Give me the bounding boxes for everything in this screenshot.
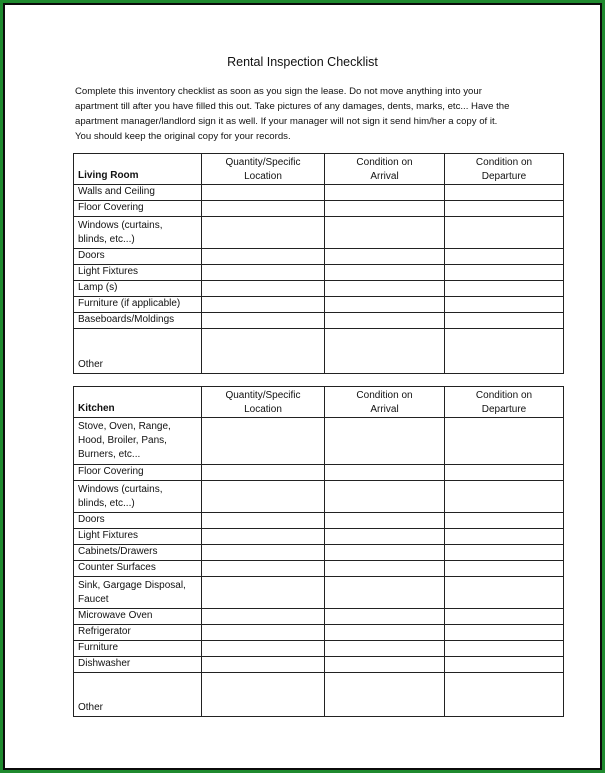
item-label: Floor Covering [74, 465, 202, 481]
arrival-cell[interactable] [325, 657, 445, 673]
arrival-cell[interactable] [325, 609, 445, 625]
item-label: Windows (curtains, blinds, etc...) [74, 217, 202, 249]
departure-cell[interactable] [445, 201, 564, 217]
item-label: Refrigerator [74, 625, 202, 641]
table-header-row [74, 154, 564, 185]
item-label: Baseboards/Moldings [74, 313, 202, 329]
quantity-cell[interactable] [202, 577, 325, 609]
column-header-departure: Condition on Departure [445, 387, 564, 418]
departure-cell[interactable] [445, 265, 564, 281]
quantity-cell[interactable] [202, 641, 325, 657]
item-label: Walls and Ceiling [74, 185, 202, 201]
table-row [74, 641, 564, 657]
table-header-row [74, 387, 564, 418]
arrival-cell[interactable] [325, 297, 445, 313]
table-row [74, 529, 564, 545]
item-label: Doors [74, 513, 202, 529]
table-row [74, 217, 564, 249]
table-row [74, 673, 564, 717]
table-row [74, 281, 564, 297]
quantity-cell[interactable] [202, 465, 325, 481]
item-label: Light Fixtures [74, 265, 202, 281]
column-header-quantity: Quantity/Specific Location [202, 387, 325, 418]
item-label: Light Fixtures [74, 529, 202, 545]
item-label: Furniture (if applicable) [74, 297, 202, 313]
quantity-cell[interactable] [202, 265, 325, 281]
intro-line: You should keep the original copy for your records. [75, 131, 291, 142]
quantity-cell[interactable] [202, 217, 325, 249]
departure-cell[interactable] [445, 529, 564, 545]
item-label: Lamp (s) [74, 281, 202, 297]
item-label: Stove, Oven, Range, Hood, Broiler, Pans, Burners, etc... [74, 418, 202, 465]
departure-cell[interactable] [445, 657, 564, 673]
table-row [74, 297, 564, 313]
departure-cell[interactable] [445, 465, 564, 481]
table-row [74, 249, 564, 265]
departure-cell[interactable] [445, 673, 564, 717]
arrival-cell[interactable] [325, 465, 445, 481]
item-label: Doors [74, 249, 202, 265]
intro-line: Complete this inventory checklist as soon as you sign the lease. Do not move anything into your [75, 86, 482, 97]
arrival-cell[interactable] [325, 577, 445, 609]
table-row [74, 609, 564, 625]
arrival-cell[interactable] [325, 481, 445, 513]
arrival-cell[interactable] [325, 513, 445, 529]
arrival-cell[interactable] [325, 185, 445, 201]
page-title: Rental Inspection Checklist [227, 55, 378, 69]
item-label: Sink, Gargage Disposal, Faucet [74, 577, 202, 609]
quantity-cell[interactable] [202, 545, 325, 561]
arrival-cell[interactable] [325, 625, 445, 641]
quantity-cell[interactable] [202, 249, 325, 265]
item-label: Cabinets/Drawers [74, 545, 202, 561]
quantity-cell[interactable] [202, 281, 325, 297]
item-label: Furniture [74, 641, 202, 657]
departure-cell[interactable] [445, 281, 564, 297]
column-header-arrival: Condition on Arrival [325, 154, 445, 185]
column-header-arrival: Condition on Arrival [325, 387, 445, 418]
table-row [74, 185, 564, 201]
quantity-cell[interactable] [202, 625, 325, 641]
room-heading: Living Room [74, 154, 202, 185]
quantity-cell[interactable] [202, 297, 325, 313]
arrival-cell[interactable] [325, 545, 445, 561]
departure-cell[interactable] [445, 329, 564, 374]
quantity-cell[interactable] [202, 185, 325, 201]
arrival-cell[interactable] [325, 217, 445, 249]
table-row [74, 481, 564, 513]
arrival-cell[interactable] [325, 329, 445, 374]
arrival-cell[interactable] [325, 313, 445, 329]
departure-cell[interactable] [445, 545, 564, 561]
intro-paragraph [75, 84, 545, 144]
quantity-cell[interactable] [202, 609, 325, 625]
column-header-quantity: Quantity/Specific Location [202, 154, 325, 185]
departure-cell[interactable] [445, 217, 564, 249]
intro-line: apartment till after you have filled this out. Take pictures of any damages, dents, marks, etc... Have the [75, 101, 510, 112]
item-label: Microwave Oven [74, 609, 202, 625]
departure-cell[interactable] [445, 185, 564, 201]
departure-cell[interactable] [445, 641, 564, 657]
table-row [74, 465, 564, 481]
departure-cell[interactable] [445, 625, 564, 641]
departure-cell[interactable] [445, 313, 564, 329]
table-row [74, 418, 564, 465]
departure-cell[interactable] [445, 609, 564, 625]
kitchen-table [73, 386, 564, 717]
table-row [74, 561, 564, 577]
item-label: Windows (curtains, blinds, etc...) [74, 481, 202, 513]
arrival-cell[interactable] [325, 673, 445, 717]
quantity-cell[interactable] [202, 657, 325, 673]
quantity-cell[interactable] [202, 673, 325, 717]
table-row [74, 545, 564, 561]
intro-line: apartment manager/landlord sign it as well. If your manager will not sign it send him/her a copy of it. [75, 116, 498, 127]
departure-cell[interactable] [445, 481, 564, 513]
item-label: Other [74, 673, 202, 717]
table-row [74, 657, 564, 673]
quantity-cell[interactable] [202, 561, 325, 577]
item-label: Floor Covering [74, 201, 202, 217]
arrival-cell[interactable] [325, 641, 445, 657]
arrival-cell[interactable] [325, 201, 445, 217]
table-row [74, 577, 564, 609]
quantity-cell[interactable] [202, 201, 325, 217]
arrival-cell[interactable] [325, 418, 445, 465]
room-heading: Kitchen [74, 387, 202, 418]
table-row [74, 313, 564, 329]
arrival-cell[interactable] [325, 281, 445, 297]
quantity-cell[interactable] [202, 418, 325, 465]
quantity-cell[interactable] [202, 313, 325, 329]
quantity-cell[interactable] [202, 513, 325, 529]
document-page [3, 3, 602, 770]
quantity-cell[interactable] [202, 329, 325, 374]
item-label: Other [74, 329, 202, 374]
quantity-cell[interactable] [202, 481, 325, 513]
table-row [74, 513, 564, 529]
arrival-cell[interactable] [325, 561, 445, 577]
table-row [74, 265, 564, 281]
departure-cell[interactable] [445, 561, 564, 577]
departure-cell[interactable] [445, 297, 564, 313]
table-row [74, 625, 564, 641]
item-label: Dishwasher [74, 657, 202, 673]
living-room-table [73, 153, 564, 374]
departure-cell[interactable] [445, 418, 564, 465]
item-label: Counter Surfaces [74, 561, 202, 577]
table-row [74, 201, 564, 217]
quantity-cell[interactable] [202, 529, 325, 545]
arrival-cell[interactable] [325, 529, 445, 545]
table-row [74, 329, 564, 374]
arrival-cell[interactable] [325, 249, 445, 265]
column-header-departure: Condition on Departure [445, 154, 564, 185]
departure-cell[interactable] [445, 577, 564, 609]
departure-cell[interactable] [445, 249, 564, 265]
arrival-cell[interactable] [325, 265, 445, 281]
departure-cell[interactable] [445, 513, 564, 529]
